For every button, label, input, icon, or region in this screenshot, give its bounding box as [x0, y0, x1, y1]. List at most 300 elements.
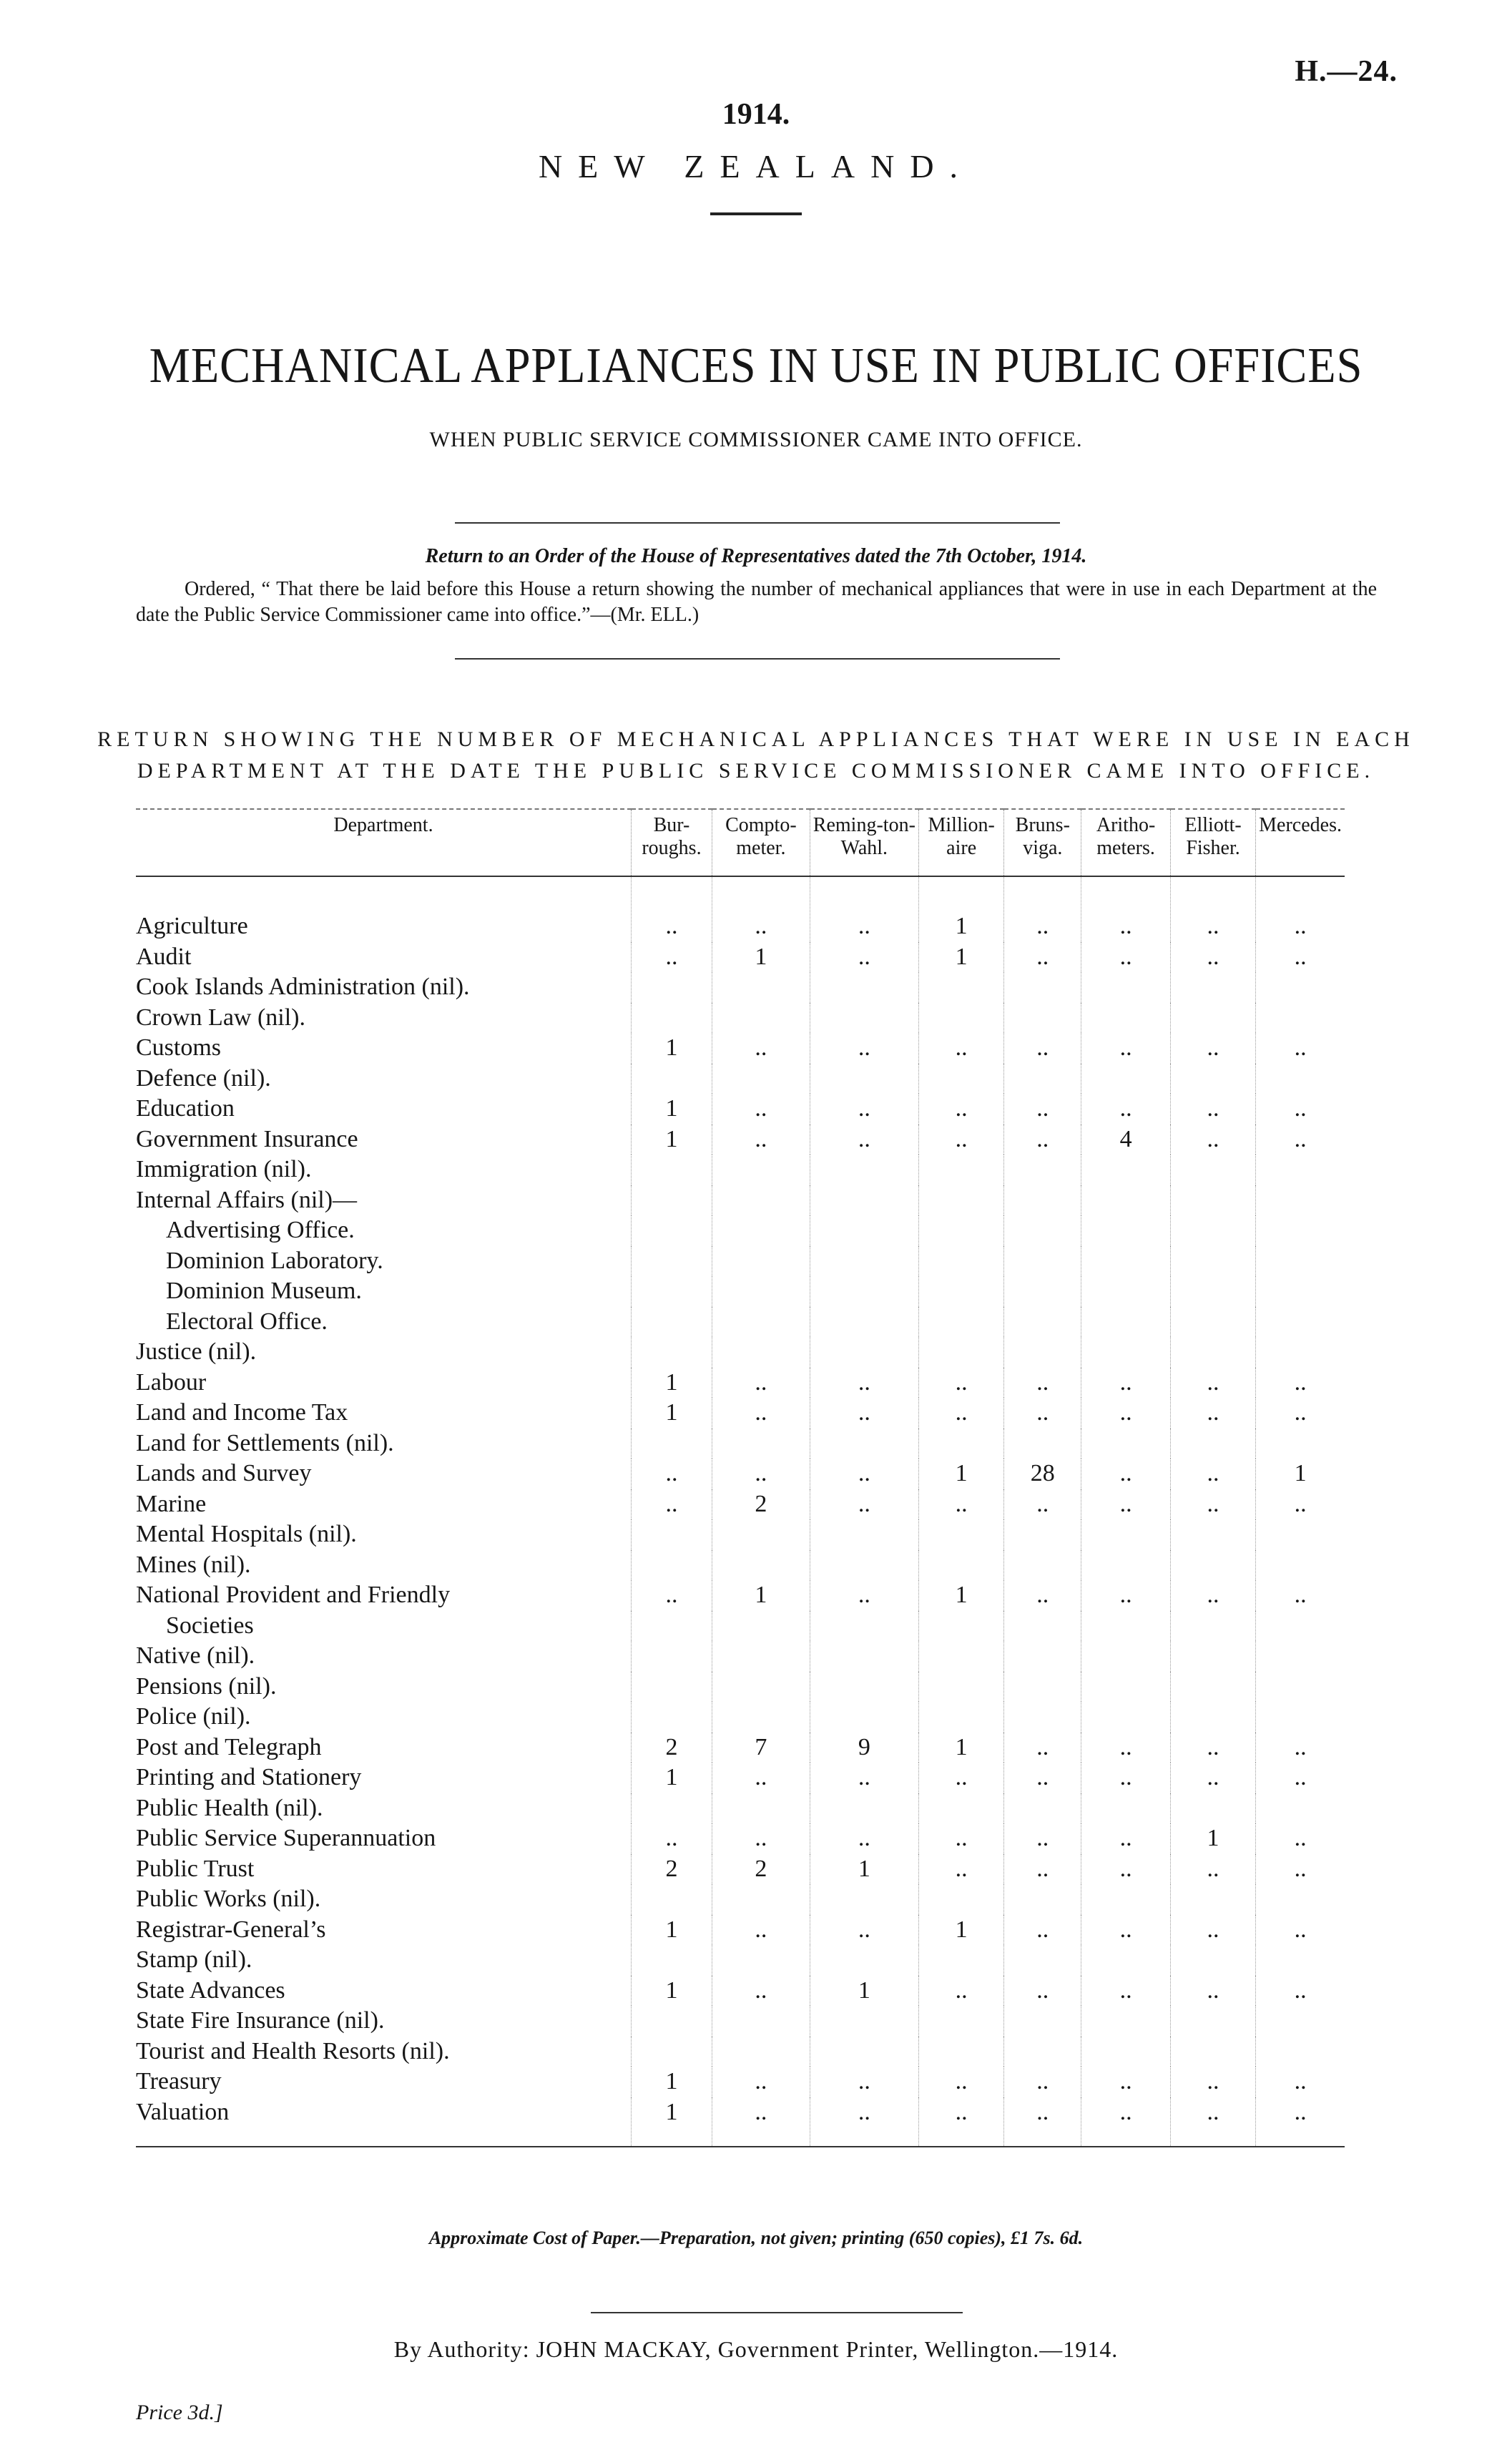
appliance-count: [918, 1702, 1003, 1733]
appliance-count: ..: [712, 1823, 810, 1854]
appliance-count: [632, 1793, 712, 1824]
appliance-count: [632, 1611, 712, 1642]
appliance-count: [810, 1945, 918, 1976]
table-row: [136, 1033, 1345, 1064]
appliance-count: [918, 1185, 1003, 1216]
appliance-count: 1: [918, 1733, 1003, 1763]
appliance-count: [1081, 1672, 1171, 1702]
appliance-count: ..: [810, 1580, 918, 1611]
appliance-count: ..: [1004, 1398, 1081, 1429]
appliance-count: [1170, 1215, 1255, 1246]
appliance-count: ..: [1081, 1033, 1171, 1064]
appliance-count: ..: [1081, 1368, 1171, 1398]
appliance-count: [918, 1155, 1003, 1185]
department-name: Mental Hospitals (nil).: [136, 1521, 357, 1547]
appliance-count: ..: [1004, 2097, 1081, 2147]
appliance-count: [1256, 1519, 1345, 1550]
appliance-count: [1004, 1550, 1081, 1581]
appliance-count: ..: [918, 1854, 1003, 1885]
appliance-count: [712, 1702, 810, 1733]
appliance-count: ..: [1170, 1763, 1255, 1793]
appliance-count: ..: [632, 1489, 712, 1520]
appliance-count: ..: [918, 1763, 1003, 1793]
divider-rule: [591, 2312, 963, 2313]
appliance-count: [810, 1337, 918, 1368]
appliance-count: [810, 1519, 918, 1550]
appliance-count: ..: [918, 1976, 1003, 2006]
appliance-count: ..: [810, 1398, 918, 1429]
appliance-count: [632, 1429, 712, 1459]
department-name: Societies: [166, 1612, 254, 1639]
appliance-count: ..: [810, 1489, 918, 1520]
department-name: State Advances: [136, 1976, 285, 2004]
appliance-count: [1004, 1519, 1081, 1550]
table-row: [136, 1064, 1345, 1094]
appliance-count: [632, 1185, 712, 1216]
table-row: [136, 1246, 1345, 1277]
appliance-count: [918, 2037, 1003, 2067]
price-note: Price 3d.]: [136, 2401, 223, 2424]
column-header: Reming-ton-Wahl.: [810, 809, 918, 876]
appliance-count: [632, 1307, 712, 1338]
appliance-count: [1256, 1611, 1345, 1642]
appliance-count: [712, 1185, 810, 1216]
appliance-count: [712, 1519, 810, 1550]
appliance-count: [1170, 1793, 1255, 1824]
appliance-count: ..: [1170, 1976, 1255, 2006]
appliance-count: ..: [712, 1033, 810, 1064]
appliance-count: [1004, 1672, 1081, 1702]
appliance-count: [1081, 2006, 1171, 2037]
appliance-count: ..: [1170, 876, 1255, 942]
appliance-count: ..: [1081, 1823, 1171, 1854]
department-name: Public Health (nil).: [136, 1794, 323, 1821]
appliance-count: [712, 1003, 810, 1034]
appliance-count: ..: [1004, 2067, 1081, 2097]
appliance-count: ..: [1170, 1733, 1255, 1763]
appliance-count: [1004, 972, 1081, 1003]
appliance-count: ..: [1170, 2067, 1255, 2097]
department-name: Government Insurance: [136, 1125, 358, 1152]
appliance-count: [632, 1702, 712, 1733]
appliance-count: 1: [918, 942, 1003, 973]
appliance-count: [712, 1884, 810, 1915]
appliance-count: [1081, 1276, 1171, 1307]
appliance-count: 1: [632, 2097, 712, 2147]
appliance-count: 1: [632, 1124, 712, 1155]
appliance-count: [632, 2006, 712, 2037]
appliance-count: [632, 1550, 712, 1581]
appliance-count: ..: [1170, 1124, 1255, 1155]
appliance-count: [1256, 1155, 1345, 1185]
appliance-count: ..: [1256, 1580, 1345, 1611]
appliance-count: [1004, 1155, 1081, 1185]
appliance-count: [918, 1246, 1003, 1277]
appliance-count: 1: [632, 1368, 712, 1398]
appliance-count: [632, 1003, 712, 1034]
department-name: Customs: [136, 1034, 222, 1061]
appliance-count: [810, 1064, 918, 1094]
appliance-count: [1081, 1215, 1171, 1246]
table-row: [136, 1945, 1345, 1976]
appliance-count: ..: [1170, 1398, 1255, 1429]
appliance-count: [918, 1276, 1003, 1307]
appliance-count: ..: [712, 2067, 810, 2097]
appliance-count: ..: [712, 2097, 810, 2147]
department-name: Public Works (nil).: [136, 1886, 321, 1912]
appliance-count: ..: [712, 1124, 810, 1155]
department-name: Marine: [136, 1490, 207, 1517]
appliance-count: [1256, 1185, 1345, 1216]
appliance-count: ..: [1081, 1580, 1171, 1611]
appliance-count: 1: [918, 1580, 1003, 1611]
table-row: [136, 1519, 1345, 1550]
table-row: [136, 2097, 1345, 2147]
appliance-count: [1170, 1155, 1255, 1185]
department-name: Agriculture: [136, 913, 248, 939]
department-name: Treasury: [136, 2068, 222, 2094]
appliance-count: ..: [1004, 1580, 1081, 1611]
appliance-count: [918, 1519, 1003, 1550]
table-row: [136, 876, 1345, 942]
appliance-count: ..: [810, 942, 918, 973]
appliance-count: ..: [810, 1124, 918, 1155]
appliance-count: [1256, 1550, 1345, 1581]
divider-rule: [455, 658, 1060, 660]
appliance-count: 1: [632, 1976, 712, 2006]
appliance-count: [1004, 1429, 1081, 1459]
appliance-count: ..: [1004, 1094, 1081, 1124]
appliance-count: [810, 1003, 918, 1034]
department-name: Land and Income Tax: [136, 1399, 348, 1426]
department-name: Internal Affairs (nil)—: [136, 1186, 358, 1213]
appliance-count: [810, 1215, 918, 1246]
appliance-count: ..: [712, 1398, 810, 1429]
appliance-count: [632, 1215, 712, 1246]
column-header: Bur-roughs.: [632, 809, 712, 876]
table-row: [136, 1337, 1345, 1368]
appliance-count: 1: [632, 1033, 712, 1064]
table-row: [136, 1003, 1345, 1034]
appliance-count: [712, 1550, 810, 1581]
appliance-count: ..: [1004, 1915, 1081, 1946]
appliance-count: [712, 1276, 810, 1307]
appliance-count: ..: [1170, 1854, 1255, 1885]
appliance-count: 1: [810, 1854, 918, 1885]
appliance-count: ..: [810, 1459, 918, 1489]
appliance-count: ..: [1081, 1915, 1171, 1946]
appliance-count: ..: [1170, 1580, 1255, 1611]
appliance-count: [1081, 1429, 1171, 1459]
appliance-count: ..: [1004, 1489, 1081, 1520]
appliance-count: ..: [1256, 1733, 1345, 1763]
table-row: [136, 1398, 1345, 1429]
appliance-count: [810, 1793, 918, 1824]
column-header-department: Department.: [136, 809, 632, 876]
return-order-line: Return to an Order of the House of Representatives dated the 7th October, 1914.: [425, 545, 1087, 567]
appliance-count: [918, 1884, 1003, 1915]
appliance-count: [712, 1155, 810, 1185]
department-name: Cook Islands Administration (nil).: [136, 974, 470, 1000]
appliance-count: [1256, 1429, 1345, 1459]
appliance-count: [632, 1276, 712, 1307]
appliance-count: [810, 1185, 918, 1216]
department-name: Native (nil).: [136, 1642, 255, 1669]
appliance-count: [918, 1672, 1003, 1702]
appliance-count: 2: [712, 1854, 810, 1885]
department-name: Defence (nil).: [136, 1064, 271, 1092]
department-name: Post and Telegraph: [136, 1733, 322, 1760]
table-row: [136, 2037, 1345, 2067]
appliance-count: [1004, 1945, 1081, 1976]
appliance-count: ..: [1004, 1854, 1081, 1885]
appliance-count: ..: [1170, 942, 1255, 973]
appliance-count: ..: [1256, 1854, 1345, 1885]
appliance-count: 1: [712, 942, 810, 973]
appliance-count: ..: [918, 1033, 1003, 1064]
appliance-count: [1004, 1307, 1081, 1338]
table-row: [136, 1550, 1345, 1581]
appliance-count: ..: [712, 1763, 810, 1793]
appliance-count: [918, 1945, 1003, 1976]
appliance-count: [1004, 1215, 1081, 1246]
appliance-count: ..: [918, 2067, 1003, 2097]
department-name: Public Service Superannuation: [136, 1825, 436, 1851]
appliance-count: [1256, 2006, 1345, 2037]
appliance-count: [1256, 1215, 1345, 1246]
appliance-count: 9: [810, 1733, 918, 1763]
appliance-count: ..: [1081, 2067, 1171, 2097]
appliance-count: [1170, 2037, 1255, 2067]
department-name: Audit: [136, 943, 192, 970]
appliance-count: ..: [1256, 1124, 1345, 1155]
table-row: [136, 1976, 1345, 2006]
appliance-count: ..: [1004, 1368, 1081, 1398]
appliance-count: ..: [712, 1976, 810, 2006]
table-row: [136, 1854, 1345, 1885]
appliance-count: 1: [918, 876, 1003, 942]
appliance-count: ..: [918, 1124, 1003, 1155]
table-row: [136, 1185, 1345, 1216]
table-heading: [0, 724, 1512, 787]
appliance-count: [1004, 1064, 1081, 1094]
appliance-count: [918, 1641, 1003, 1672]
appliance-count: [712, 1307, 810, 1338]
appliance-count: [1256, 1246, 1345, 1277]
appliance-count: [1004, 2037, 1081, 2067]
appliance-count: ..: [1256, 942, 1345, 973]
appliance-count: [1170, 2006, 1255, 2037]
appliance-count: [712, 1215, 810, 1246]
appliance-count: ..: [810, 1033, 918, 1064]
appliance-count: [712, 1337, 810, 1368]
column-header: Million-aire: [918, 809, 1003, 876]
appliance-count: [810, 1550, 918, 1581]
country-heading: NEW ZEALAND.: [538, 148, 974, 185]
appliance-count: ..: [1256, 1976, 1345, 2006]
appliance-count: ..: [1081, 2097, 1171, 2147]
department-name: Labour: [136, 1368, 207, 1396]
appliance-count: 1: [632, 1763, 712, 1793]
appliance-count: [632, 1155, 712, 1185]
appliance-count: [1170, 1337, 1255, 1368]
table-row: [136, 1368, 1345, 1398]
appliance-count: 1: [810, 1976, 918, 2006]
appliance-count: [810, 1246, 918, 1277]
department-name: Printing and Stationery: [136, 1764, 362, 1790]
appliance-count: ..: [632, 942, 712, 973]
appliance-count: [1170, 972, 1255, 1003]
appliance-count: [632, 972, 712, 1003]
appliance-count: [810, 1155, 918, 1185]
appliance-count: [1081, 1337, 1171, 1368]
appliance-count: [1256, 1337, 1345, 1368]
table-heading-line-1: RETURN SHOWING THE NUMBER OF MECHANICAL APPLIANCES THAT WERE IN USE IN EACH: [97, 727, 1415, 751]
appliance-count: ..: [1081, 1489, 1171, 1520]
appliance-count: ..: [632, 1459, 712, 1489]
appliance-count: [1170, 1611, 1255, 1642]
appliance-count: ..: [1256, 1489, 1345, 1520]
department-name: Public Trust: [136, 1855, 255, 1882]
appliance-count: ..: [1170, 1094, 1255, 1124]
department-name: Advertising Office.: [166, 1217, 355, 1243]
appliance-count: [1081, 1641, 1171, 1672]
table-row: [136, 1611, 1345, 1642]
department-name: Mines (nil).: [136, 1551, 251, 1578]
document-reference: H.—24.: [1295, 55, 1398, 88]
appliance-count: ..: [632, 1580, 712, 1611]
table-row: [136, 1580, 1345, 1611]
appliance-count: [1004, 1884, 1081, 1915]
appliance-count: [1256, 1884, 1345, 1915]
appliance-count: [712, 1064, 810, 1094]
appliance-count: ..: [1081, 1733, 1171, 1763]
appliance-count: 2: [632, 1854, 712, 1885]
appliance-count: ..: [1256, 1823, 1345, 1854]
appliance-count: ..: [1256, 1368, 1345, 1398]
appliance-count: [712, 1429, 810, 1459]
table-row: [136, 1733, 1345, 1763]
appliance-count: [810, 1702, 918, 1733]
department-name: Education: [136, 1095, 235, 1122]
appliance-count: 2: [632, 1733, 712, 1763]
appliance-count: ..: [1081, 942, 1171, 973]
appliance-count: ..: [1256, 2067, 1345, 2097]
appliance-count: 1: [918, 1915, 1003, 1946]
appliance-count: ..: [632, 876, 712, 942]
appliance-count: ..: [918, 1398, 1003, 1429]
department-name: Stamp (nil).: [136, 1946, 252, 1973]
appliance-count: ..: [810, 1823, 918, 1854]
appliance-count: 28: [1004, 1459, 1081, 1489]
appliance-count: [810, 1611, 918, 1642]
appliance-count: [1170, 1246, 1255, 1277]
appliance-count: ..: [810, 2097, 918, 2147]
appliance-count: ..: [1170, 1489, 1255, 1520]
appliance-count: [712, 1246, 810, 1277]
department-name: Justice (nil).: [136, 1338, 257, 1365]
table-row: [136, 1915, 1345, 1946]
appliance-count: [810, 2037, 918, 2067]
appliance-count: ..: [1256, 1033, 1345, 1064]
appliance-count: ..: [712, 1094, 810, 1124]
appliance-count: [1170, 1064, 1255, 1094]
table-row: [136, 1489, 1345, 1520]
appliance-count: [1170, 1307, 1255, 1338]
appliance-count: ..: [918, 1368, 1003, 1398]
table-header-row: [136, 809, 1345, 876]
ordered-paragraph: Ordered, “ That there be laid before this House a return showing the number of mechanical appliances that were in use in each Department at the date the Public Service Commissioner came into office.”—(Mr. ELL.): [136, 578, 1377, 626]
appliance-count: [712, 1641, 810, 1672]
appliance-count: ..: [918, 2097, 1003, 2147]
appliance-count: [1081, 1945, 1171, 1976]
appliance-count: [1256, 1003, 1345, 1034]
table-row: [136, 1094, 1345, 1124]
appliance-count: ..: [1256, 876, 1345, 942]
appliance-count: [1081, 972, 1171, 1003]
appliance-count: ..: [1004, 1033, 1081, 1064]
appliance-count: ..: [1256, 1398, 1345, 1429]
department-name: Pensions (nil).: [136, 1672, 277, 1700]
appliance-count: [918, 1550, 1003, 1581]
appliance-count: [1081, 2037, 1171, 2067]
appliance-count: [1081, 1246, 1171, 1277]
appliance-count: 1: [632, 1398, 712, 1429]
table-row: [136, 1307, 1345, 1338]
appliance-count: [1170, 1519, 1255, 1550]
appliance-count: [918, 972, 1003, 1003]
appliance-count: ..: [810, 1094, 918, 1124]
appliance-count: [1170, 1641, 1255, 1672]
appliance-count: ..: [1081, 1763, 1171, 1793]
department-name: Dominion Laboratory.: [166, 1247, 383, 1274]
appliance-count: [1081, 1003, 1171, 1034]
appliance-count: ..: [1170, 2097, 1255, 2147]
appliance-count: [1081, 1550, 1171, 1581]
appliance-count: [632, 1246, 712, 1277]
appliance-count: [1081, 1519, 1171, 1550]
appliance-count: [810, 1641, 918, 1672]
department-name: State Fire Insurance (nil).: [136, 2007, 385, 2034]
appliance-count: [1170, 1185, 1255, 1216]
appliance-count: ..: [632, 1823, 712, 1854]
appliance-count: [1081, 1064, 1171, 1094]
appliance-count: [1256, 1702, 1345, 1733]
appliance-count: ..: [1081, 1976, 1171, 2006]
department-name: Police (nil).: [136, 1703, 251, 1730]
appliance-count: 2: [712, 1489, 810, 1520]
appliance-count: ..: [1256, 2097, 1345, 2147]
appliance-count: [712, 2037, 810, 2067]
appliance-count: ..: [918, 1823, 1003, 1854]
appliance-count: ..: [1256, 1763, 1345, 1793]
appliance-count: ..: [712, 1368, 810, 1398]
appliance-count: [632, 2037, 712, 2067]
document-year: 1914.: [722, 98, 790, 131]
appliance-count: [1004, 1185, 1081, 1216]
appliance-count: [918, 1337, 1003, 1368]
divider-rule: [455, 522, 1060, 524]
department-name: National Provident and Friendly: [136, 1582, 451, 1608]
department-name: Registrar-General’s: [136, 1916, 326, 1943]
appliance-count: [810, 1307, 918, 1338]
appliance-count: ..: [810, 1763, 918, 1793]
appliance-count: [1170, 1672, 1255, 1702]
appliance-count: [810, 1884, 918, 1915]
appliance-count: 1: [918, 1459, 1003, 1489]
appliance-count: ..: [918, 1489, 1003, 1520]
appliance-count: [1081, 1702, 1171, 1733]
